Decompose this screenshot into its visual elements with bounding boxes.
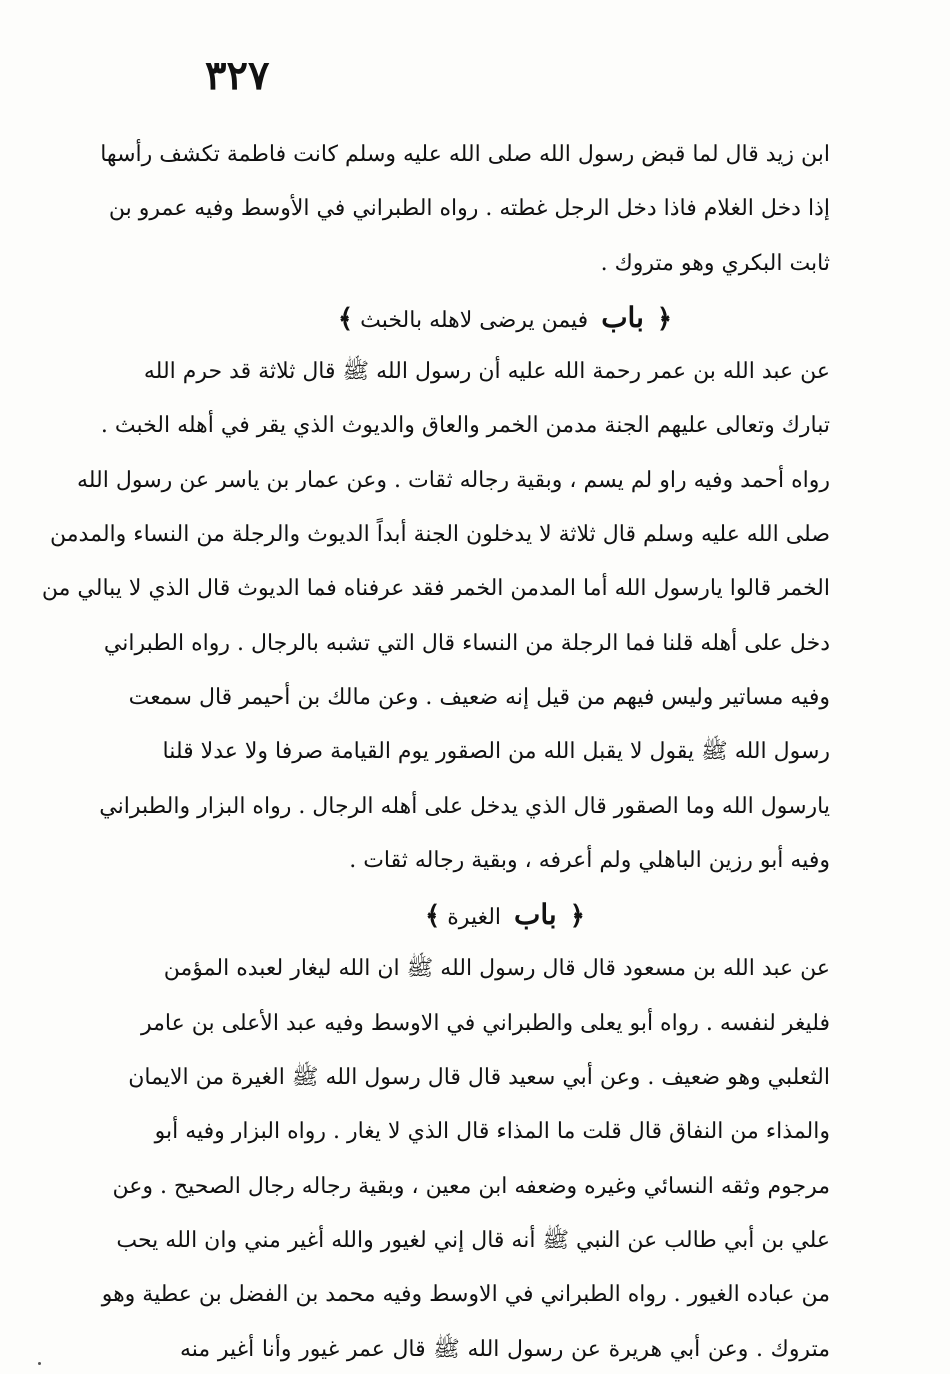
text-line: وفيه مساتير وليس فيهم من قيل إنه ضعيف . وعن مالك بن أحيمر قال سمعت <box>128 684 830 710</box>
scan-speck <box>38 1362 41 1365</box>
text-line: وفيه أبو رزين الباهلي ولم أعرفه ، وبقية رجاله ثقات . <box>349 847 830 873</box>
text-line: عن عبد الله بن مسعود قال قال رسول الله ﷺ ان الله ليغار لعبده المؤمن <box>163 956 830 982</box>
text-line: ثابت البكري وهو متروك . <box>600 250 830 276</box>
text-line: الخمر قالوا يارسول الله أما المدمن الخمر فقد عرفناه فما الديوث قال الذي لا يبالي من <box>41 576 830 602</box>
text-line: فليغر لنفسه . رواه أبو يعلى والطبراني في الاوسط وفيه عبد الأعلى بن عامر <box>140 1010 830 1036</box>
text-line: تبارك وتعالى عليهم الجنة مدمن الخمر والعاق والديوث الذي يقر في أهله الخبث . <box>100 413 830 439</box>
text-line: مرجوم وثقه النسائي وغيره وضعفه ابن معين ، وبقية رجاله رجال الصحيح . وعن <box>112 1173 830 1199</box>
text-line: من عباده الغيور . رواه الطبراني في الاوسط وفيه محمد بن الفضل بن عطية وهو <box>101 1282 830 1308</box>
heading-bracket-open: ﴿ <box>656 303 673 334</box>
heading-bracket-close: ﴾ <box>337 303 354 334</box>
text-line: يارسول الله وما الصقور قال الذي يدخل على أهله الرجال . رواه البزار والطبراني <box>99 793 830 819</box>
text-line: متروك . وعن أبي هريرة عن رسول الله ﷺ قال عمر غيور وأنا أغير منه <box>180 1336 830 1362</box>
text-line: صلى الله عليه وسلم قال ثلاثة لا يدخلون الجنة أبداً الديوث والرجلة من النساء والمدمن <box>50 522 830 548</box>
page-number: ٣٢٧ <box>205 52 270 99</box>
body-text <box>41 128 830 1377</box>
text-line: إذا دخل الغلام فاذا دخل الرجل غطته . رواه الطبراني في الأوسط وفيه عمرو بن <box>108 196 830 222</box>
text-line: رواه أحمد وفيه راو لم يسم ، وبقية رجاله ثقات . وعن عمار بن ياسر عن رسول الله <box>76 467 830 493</box>
text-line: رسول الله ﷺ يقول لا يقبل الله من الصقور يوم القيامة صرفا ولا عدلا قلنا <box>162 739 830 765</box>
text-line: دخل على أهله قلنا فما الرجلة من النساء قال التي تشبه بالرجال . رواه الطبراني <box>103 630 830 656</box>
text-line: الثعلبي وهو ضعيف . وعن أبي سعيد قال قال رسول الله ﷺ الغيرة من الايمان <box>128 1065 830 1091</box>
heading-bab-label: باب <box>514 898 557 932</box>
text-line: علي بن أبي طالب عن النبي ﷺ أنه قال إني لغيور والله أغير مني وان الله يحب <box>116 1227 830 1253</box>
heading-bracket-close: ﴾ <box>425 901 441 932</box>
section-heading-ghayra <box>180 888 830 942</box>
heading-bab-label: باب <box>601 300 644 334</box>
text-line: عن عبد الله بن عمر رحمة الله عليه أن رسول الله ﷺ قال ثلاثة قد حرم الله <box>143 359 830 385</box>
heading-title: فيمن يرضى لاهله بالخبث <box>360 307 589 333</box>
text-line: والمذاء من النفاق قال قلت ما المذاء قال الذي لا يغار . رواه البزار وفيه أبو <box>154 1119 830 1145</box>
heading-bracket-open: ﴿ <box>569 901 585 932</box>
text-line: ابن زيد قال لما قبض رسول الله صلى الله عليه وسلم كانت فاطمة تكشف رأسها <box>100 142 830 167</box>
section-heading-khubth <box>180 291 830 345</box>
heading-title: الغيرة <box>447 905 502 931</box>
